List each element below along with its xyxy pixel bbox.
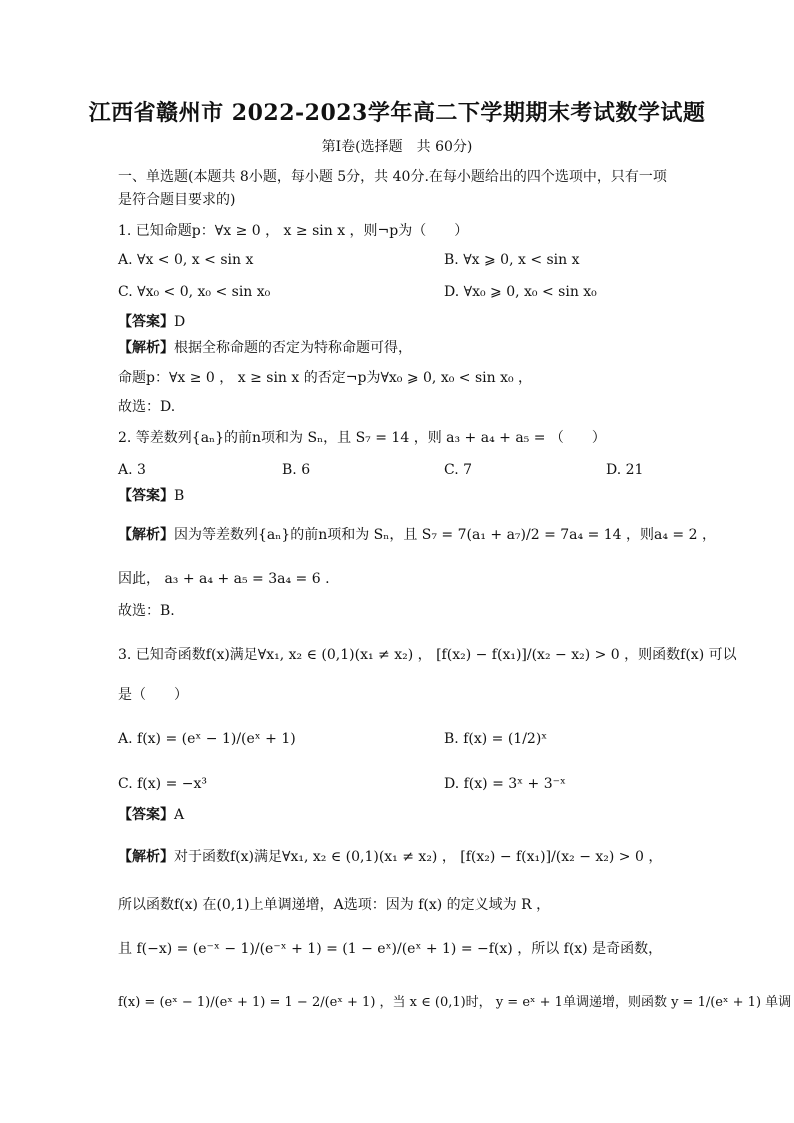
answer-value: B xyxy=(174,488,185,504)
answer-value: A xyxy=(174,807,185,823)
q2-analysis-line3: 故选：B. xyxy=(118,603,175,619)
q3-option-c: C. f(x) = −x³ xyxy=(118,776,207,792)
q1-analysis-line1 xyxy=(118,339,412,357)
q2-option-a: A. 3 xyxy=(118,462,146,478)
analysis-text: 因为等差数列{aₙ}的前n项和为 Sₙ，且 S₇ = 7(a₁ + a₇)/2 = 7a₄ = 14 ，则a₄ = 2 ， xyxy=(174,527,716,543)
document-title: 江西省赣州市 2022-2023学年高二下学期期末考试数学试题 xyxy=(88,100,706,126)
q1-analysis-line3: 故选：D. xyxy=(118,399,176,415)
q2-stem: 2. 等差数列{aₙ}的前n项和为 Sₙ，且 S₇ = 14 ，则 a₃ + a₄ + a₅ = （ ） xyxy=(118,430,606,446)
q3-analysis-line1 xyxy=(118,848,662,866)
q3-option-d: D. f(x) = 3ˣ + 3⁻ˣ xyxy=(444,776,566,792)
q1-analysis-line2: 命题p：∀x ≥ 0 ， x ≥ sin x 的否定¬p为∀x₀ ⩾ 0, x₀ < sin x₀ ， xyxy=(118,370,533,386)
q1-option-b: B. ∀x ⩾ 0, x < sin x xyxy=(444,252,580,268)
q2-analysis-line1 xyxy=(118,526,716,544)
q2-analysis-line2: 因此， a₃ + a₄ + a₅ = 3a₄ = 6 . xyxy=(118,571,330,587)
q3-stem-line1: 3. 已知奇函数f(x)满足∀x₁, x₂ ∈ (0,1)(x₁ ≠ x₂) ， [f(x₂) − f(x₁)]/(x₂ − x₂) > 0 ，则函数f(x) 可以 xyxy=(118,647,737,663)
q1-option-a: A. ∀x < 0, x < sin x xyxy=(118,252,254,268)
answer-tag: 【答案】 xyxy=(118,807,174,823)
q3-analysis-line2: 所以函数f(x) 在(0,1)上单调递增，A选项：因为 f(x) 的定义域为 R ， xyxy=(118,897,551,913)
answer-value: D xyxy=(174,314,186,330)
section-subtitle: 第Ⅰ卷(选择题 共 60分) xyxy=(321,139,473,155)
q3-option-b: B. f(x) = (1/2)ˣ xyxy=(444,731,548,747)
analysis-tag: 【解析】 xyxy=(118,340,174,356)
q2-option-c: C. 7 xyxy=(444,462,473,478)
q1-option-c: C. ∀x₀ < 0, x₀ < sin x₀ xyxy=(118,284,271,300)
q2-option-d: D. 21 xyxy=(606,462,644,478)
q3-option-a: A. f(x) = (eˣ − 1)/(eˣ + 1) xyxy=(118,731,296,747)
q3-stem-line2: 是（ ） xyxy=(118,687,188,703)
q1-option-d: D. ∀x₀ ⩾ 0, x₀ < sin x₀ xyxy=(444,284,597,300)
analysis-tag: 【解析】 xyxy=(118,849,174,865)
q3-analysis-line4: f(x) = (eˣ − 1)/(eˣ + 1) = 1 − 2/(eˣ + 1) ，当 x ∈ (0,1)时， y = eˣ + 1单调递增，则函数 y = 1/(eˣ + 1) 单调 xyxy=(118,995,792,1010)
section-instructions-line1: 一、单选题(本题共 8小题，每小题 5分，共 40分.在每小题给出的四个选项中，只有一项 xyxy=(118,169,667,185)
q3-answer xyxy=(118,806,184,824)
q1-stem: 1. 已知命题p：∀x ≥ 0 ， x ≥ sin x ，则¬p为（ ） xyxy=(118,223,469,239)
q2-answer xyxy=(118,487,184,505)
analysis-tag: 【解析】 xyxy=(118,527,174,543)
q2-option-b: B. 6 xyxy=(282,462,311,478)
analysis-text: 根据全称命题的否定为特称命题可得， xyxy=(174,340,412,356)
analysis-text: 对于函数f(x)满足∀x₁, x₂ ∈ (0,1)(x₁ ≠ x₂) ， [f(x₂) − f(x₁)]/(x₂ − x₂) > 0 ， xyxy=(174,849,663,865)
q1-answer xyxy=(118,313,185,331)
q3-analysis-line3: 且 f(−x) = (e⁻ˣ − 1)/(e⁻ˣ + 1) = (1 − eˣ)/(eˣ + 1) = −f(x) ，所以 f(x) 是奇函数， xyxy=(118,941,663,957)
answer-tag: 【答案】 xyxy=(118,314,174,330)
answer-tag: 【答案】 xyxy=(118,488,174,504)
section-instructions-line2: 是符合题目要求的) xyxy=(118,192,236,208)
